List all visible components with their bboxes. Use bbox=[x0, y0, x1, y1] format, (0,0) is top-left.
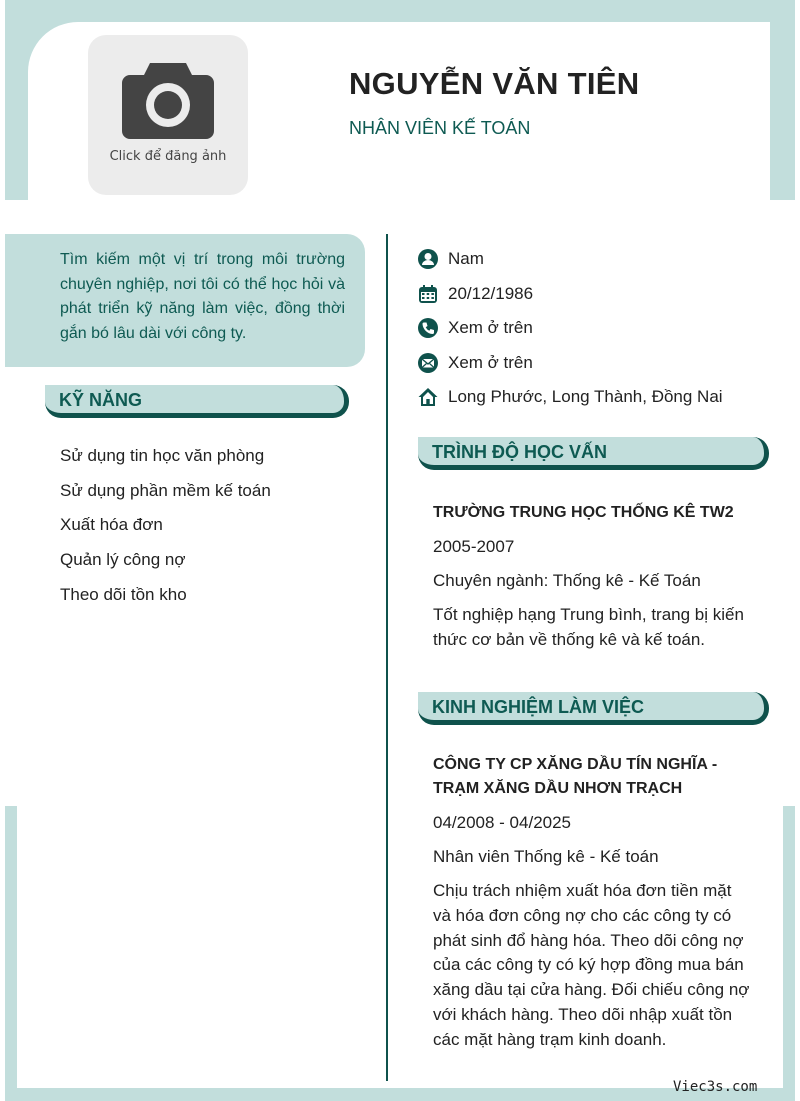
experience-heading: KINH NGHIỆM LÀM VIỆC bbox=[418, 692, 769, 725]
skill-item: Theo dõi tồn kho bbox=[60, 584, 187, 604]
education-description: Tốt nghiệp hạng Trung bình, trang bị kiến thức cơ bản về thống kê và kế toán. bbox=[433, 605, 744, 649]
candidate-name: NGUYỄN VĂN TIÊN bbox=[349, 66, 640, 101]
contact-email bbox=[418, 346, 723, 381]
home-icon bbox=[418, 387, 438, 407]
education-block bbox=[433, 501, 753, 653]
contact-info bbox=[418, 242, 723, 415]
experience-block bbox=[433, 753, 753, 1053]
photo-caption: Click để đăng ảnh bbox=[109, 149, 227, 164]
company-name: CÔNG TY CP XĂNG DẦU TÍN NGHĨA - TRẠM XĂNG DẦU NHƠN TRẠCH bbox=[433, 756, 718, 797]
camera-icon bbox=[120, 57, 216, 141]
skills-heading: KỸ NĂNG bbox=[45, 385, 349, 418]
skill-item: Xuất hóa đơn bbox=[60, 515, 163, 535]
experience-position: Nhân viên Thống kê - Kế toán bbox=[433, 847, 659, 866]
calendar-icon bbox=[418, 284, 438, 304]
contact-gender bbox=[418, 242, 723, 277]
contact-address bbox=[418, 380, 723, 415]
contact-value: Xem ở trên bbox=[448, 318, 533, 338]
education-period: 2005-2007 bbox=[433, 537, 515, 556]
contact-value: Xem ở trên bbox=[448, 352, 533, 372]
contact-phone bbox=[418, 311, 723, 346]
school-name: TRƯỜNG TRUNG HỌC THỐNG KÊ TW2 bbox=[433, 504, 734, 521]
email-icon bbox=[418, 353, 438, 373]
contact-value: 20/12/1986 bbox=[448, 283, 534, 303]
photo-upload-button[interactable] bbox=[88, 35, 248, 195]
column-divider bbox=[386, 234, 388, 1081]
experience-period: 04/2008 - 04/2025 bbox=[433, 813, 572, 832]
contact-value: Nam bbox=[448, 249, 484, 269]
skill-item: Sử dụng tin học văn phòng bbox=[60, 446, 265, 465]
experience-description: Chịu trách nhiệm xuất hóa đơn tiền mặt và hóa đơn công nợ cho các công ty có phát sinh đổ hàng hóa. Theo dõi công nợ của các công ty có ký hợp đồng mua bán xăng dầu tại cửa hàng. Đối chiếu công nợ với khách hàng. Theo dõi nhập xuất tồn các mặt hàng trạm kinh doanh. bbox=[433, 881, 750, 1049]
skill-item: Quản lý công nợ bbox=[60, 550, 186, 570]
person-icon bbox=[418, 249, 438, 269]
education-major: Chuyên ngành: Thống kê - Kế Toán bbox=[433, 571, 701, 590]
phone-icon bbox=[418, 318, 438, 338]
education-heading: TRÌNH ĐỘ HỌC VẤN bbox=[418, 437, 769, 470]
skill-item: Sử dụng phần mềm kế toán bbox=[60, 480, 271, 500]
watermark: Viec3s.com bbox=[673, 1079, 758, 1095]
job-title: NHÂN VIÊN KẾ TOÁN bbox=[349, 118, 531, 138]
skills-list bbox=[60, 444, 271, 617]
contact-birthday bbox=[418, 277, 723, 312]
career-objective: Tìm kiếm một vị trí trong môi trường chuyên nghiệp, nơi tôi có thể học hỏi và phát triển kỹ năng làm việc, đồng thời gắn bó lâu dài với công ty. bbox=[5, 234, 365, 367]
contact-value: Long Phước, Long Thành, Đồng Nai bbox=[448, 387, 723, 407]
